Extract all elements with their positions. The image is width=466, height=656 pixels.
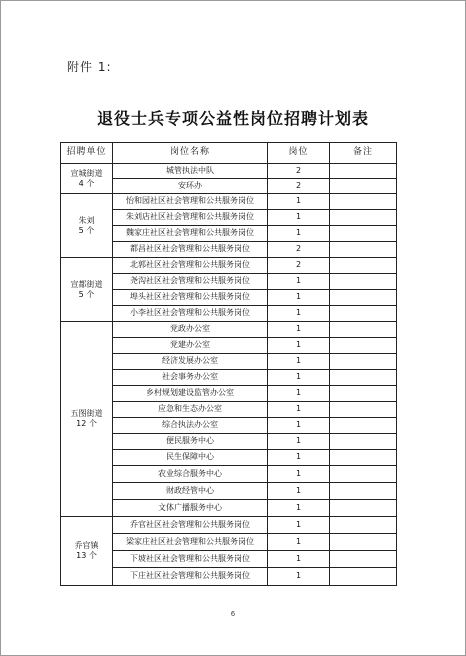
count-cell: 1	[268, 500, 330, 517]
count-cell: 2	[268, 164, 330, 179]
table-row	[61, 164, 397, 179]
unit-total: 12 个	[76, 419, 97, 428]
note-cell	[330, 306, 397, 322]
table-row	[61, 322, 397, 338]
position-cell: 魏家庄社区社会管理和公共服务岗位	[113, 226, 268, 242]
table-row	[61, 517, 397, 534]
position-cell: 下坡社区社会管理和公共服务岗位	[113, 551, 268, 568]
count-cell: 1	[268, 194, 330, 210]
count-cell: 2	[268, 258, 330, 274]
unit-cell	[61, 258, 113, 322]
header-count: 岗位	[268, 143, 330, 164]
position-cell: 都昌社区社会管理和公共服务岗位	[113, 242, 268, 258]
unit-cell	[61, 194, 113, 258]
count-cell: 1	[268, 226, 330, 242]
unit-cell	[61, 517, 113, 586]
count-cell: 1	[268, 354, 330, 370]
page-number: 6	[230, 610, 236, 618]
count-cell: 1	[268, 434, 330, 450]
position-cell: 梁家庄社区社会管理和公共服务岗位	[113, 534, 268, 551]
count-cell: 1	[268, 306, 330, 322]
note-cell	[330, 568, 397, 586]
unit-name: 宣城街道	[70, 168, 103, 178]
unit-total: 13 个	[76, 551, 97, 560]
count-cell: 1	[268, 274, 330, 290]
unit-total: 5 个	[78, 225, 95, 235]
unit-total: 5 个	[78, 289, 95, 299]
count-cell: 1	[268, 483, 330, 500]
position-cell: 城管执法中队	[113, 164, 268, 179]
position-cell: 怡和园社区社会管理和公共服务岗位	[113, 194, 268, 210]
table-row	[61, 194, 397, 210]
position-cell: 综合执法办公室	[113, 418, 268, 434]
unit-cell	[61, 164, 113, 194]
note-cell	[330, 370, 397, 386]
note-cell	[330, 354, 397, 370]
unit-name: 五图街道	[70, 409, 103, 418]
position-cell: 尧沟社区社会管理和公共服务岗位	[113, 274, 268, 290]
position-cell: 安环办	[113, 179, 268, 194]
note-cell	[330, 290, 397, 306]
count-cell: 1	[268, 322, 330, 338]
note-cell	[330, 322, 397, 338]
position-cell: 社会事务办公室	[113, 370, 268, 386]
note-cell	[330, 386, 397, 402]
position-cell: 小李社区社会管理和公共服务岗位	[113, 306, 268, 322]
count-cell: 1	[268, 418, 330, 434]
note-cell	[330, 450, 397, 466]
unit-name: 宣都街道	[70, 279, 103, 289]
table-header-row	[61, 143, 397, 164]
count-cell: 1	[268, 210, 330, 226]
count-cell: 1	[268, 517, 330, 534]
position-cell: 朱刘店社区社会管理和公共服务岗位	[113, 210, 268, 226]
position-cell: 便民服务中心	[113, 434, 268, 450]
note-cell	[330, 434, 397, 450]
note-cell	[330, 194, 397, 210]
table-body	[61, 164, 397, 586]
unit-name: 朱刘	[78, 215, 95, 225]
count-cell: 1	[268, 386, 330, 402]
count-cell: 1	[268, 402, 330, 418]
note-cell	[330, 179, 397, 194]
document-title: 退役士兵专项公益性岗位招聘计划表	[96, 109, 369, 128]
count-cell: 1	[268, 450, 330, 466]
position-cell: 经济发展办公室	[113, 354, 268, 370]
note-cell	[330, 210, 397, 226]
unit-total: 4 个	[78, 178, 95, 188]
note-cell	[330, 534, 397, 551]
note-cell	[330, 226, 397, 242]
count-cell: 1	[268, 568, 330, 586]
position-cell: 乡村规划建设监管办公室	[113, 386, 268, 402]
position-cell: 乔官社区社会管理和公共服务岗位	[113, 517, 268, 534]
position-cell: 埠头社区社会管理和公共服务岗位	[113, 290, 268, 306]
position-cell: 党建办公室	[113, 338, 268, 354]
position-cell: 农业综合服务中心	[113, 466, 268, 483]
note-cell	[330, 164, 397, 179]
note-cell	[330, 500, 397, 517]
table-row	[61, 258, 397, 274]
note-cell	[330, 418, 397, 434]
note-cell	[330, 517, 397, 534]
count-cell: 1	[268, 290, 330, 306]
position-cell: 文体广播服务中心	[113, 500, 268, 517]
count-cell: 1	[268, 466, 330, 483]
position-cell: 北郭社区社会管理和公共服务岗位	[113, 258, 268, 274]
count-cell: 1	[268, 370, 330, 386]
count-cell: 2	[268, 179, 330, 194]
header-unit: 招聘单位	[61, 143, 113, 164]
attachment-label: 附件 1:	[67, 60, 112, 74]
position-cell: 民生保障中心	[113, 450, 268, 466]
note-cell	[330, 258, 397, 274]
position-cell: 应急和生态办公室	[113, 402, 268, 418]
note-cell	[330, 274, 397, 290]
unit-cell	[61, 322, 113, 517]
note-cell	[330, 402, 397, 418]
unit-name: 乔官镇	[74, 541, 99, 550]
recruitment-plan-table	[60, 142, 397, 586]
note-cell	[330, 338, 397, 354]
note-cell	[330, 483, 397, 500]
note-cell	[330, 551, 397, 568]
header-note: 备注	[330, 143, 397, 164]
count-cell: 1	[268, 534, 330, 551]
position-cell: 财政经管中心	[113, 483, 268, 500]
position-cell: 下庄社区社会管理和公共服务岗位	[113, 568, 268, 586]
note-cell	[330, 242, 397, 258]
count-cell: 2	[268, 242, 330, 258]
position-cell: 党政办公室	[113, 322, 268, 338]
count-cell: 1	[268, 338, 330, 354]
count-cell: 1	[268, 551, 330, 568]
header-position: 岗位名称	[113, 143, 268, 164]
note-cell	[330, 466, 397, 483]
